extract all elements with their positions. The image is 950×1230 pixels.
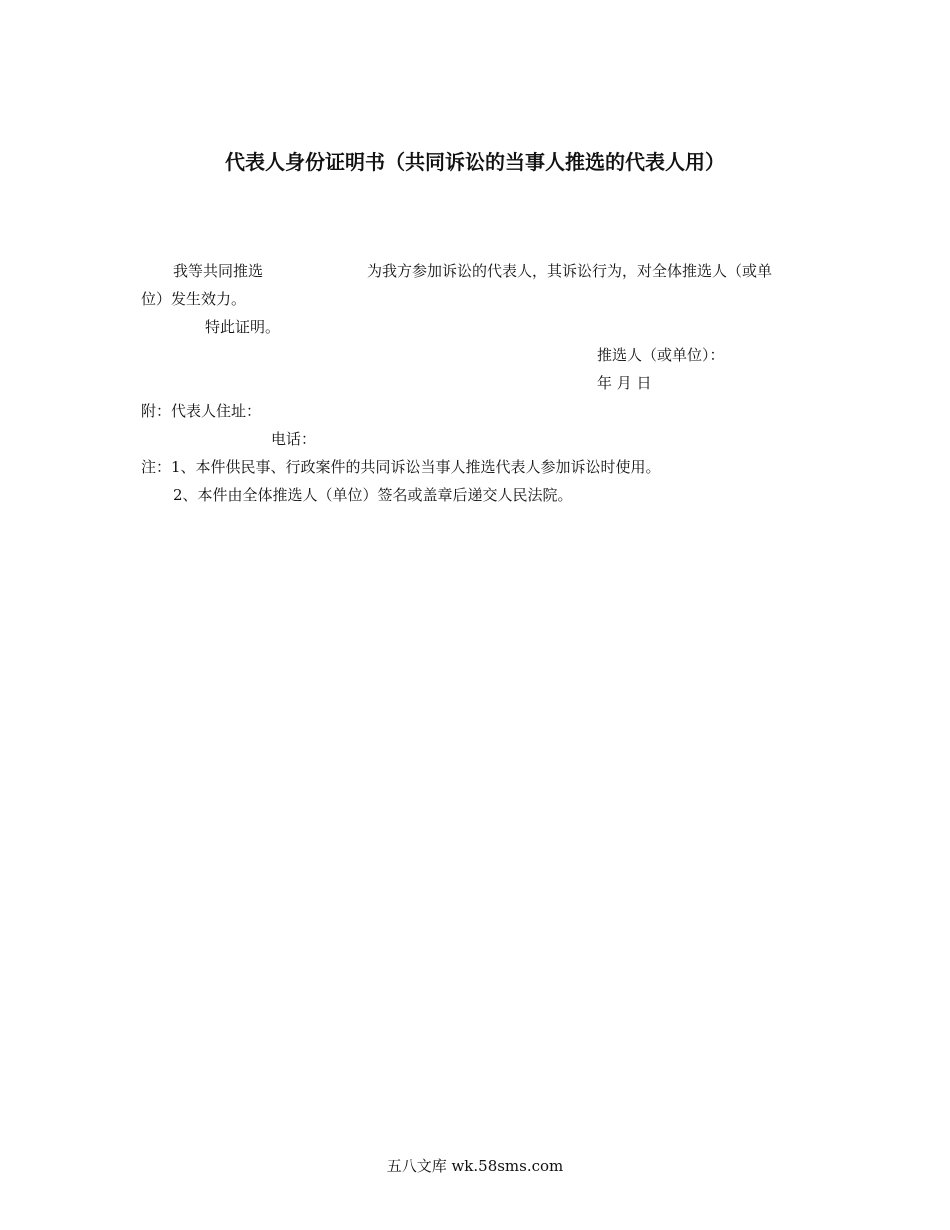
note-item-1: 注：1、本件供民事、行政案件的共同诉讼当事人推选代表人参加诉讼时使用。 <box>141 458 661 476</box>
representative-phone-label: 电话： <box>271 430 317 448</box>
paragraph-recommend-main: 为我方参加诉讼的代表人，其诉讼行为，对全体推选人（或单 <box>367 262 773 280</box>
date-line: 年 月 日 <box>597 374 652 392</box>
paragraph-recommend-continuation: 位）发生效力。 <box>141 290 247 308</box>
certify-text: 特此证明。 <box>205 318 281 336</box>
footer-watermark: 五八文库 wk.58sms.com <box>386 1157 564 1175</box>
representative-address-label: 附：代表人住址： <box>141 402 262 420</box>
document-title: 代表人身份证明书（共同诉讼的当事人推选的代表人用） <box>225 150 725 174</box>
electors-label: 推选人（或单位）： <box>597 346 725 364</box>
paragraph-recommend-intro: 我等共同推选 <box>173 262 264 280</box>
note-item-2: 2、本件由全体推选人（单位）签名或盖章后递交人民法院。 <box>173 486 573 504</box>
